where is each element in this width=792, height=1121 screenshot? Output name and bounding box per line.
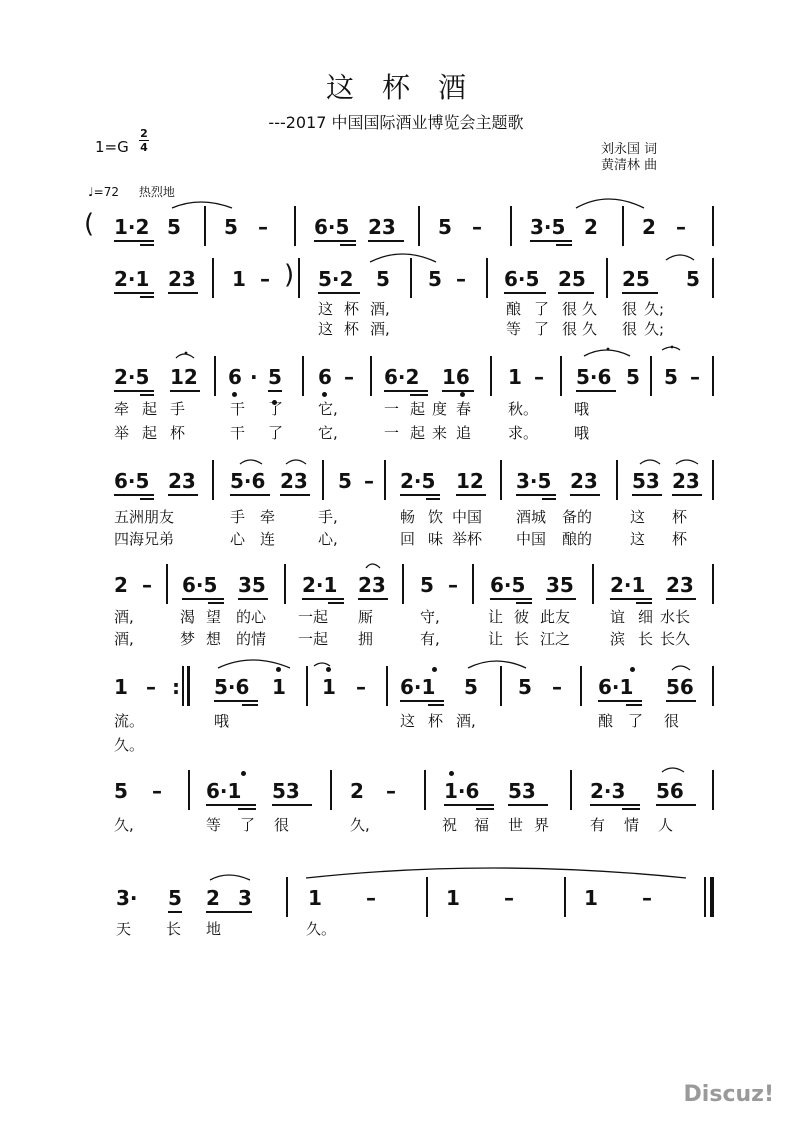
note: 1 <box>322 675 336 699</box>
note: – <box>364 469 374 493</box>
note: 6·5 <box>314 215 350 239</box>
lyric: 秋。 <box>508 400 539 418</box>
note: 2·1 <box>610 573 646 597</box>
lyric: 中国 <box>452 508 483 526</box>
lyric: 干 <box>230 400 246 418</box>
note: 23 <box>280 469 308 493</box>
lyric: 春 <box>456 400 472 418</box>
lyric: 梦 <box>180 630 196 648</box>
time-signature-top: 2 <box>140 127 148 140</box>
note: ( <box>84 209 95 239</box>
lyric: 一 <box>384 424 400 442</box>
note: 23 <box>168 267 196 291</box>
note: 5 <box>428 267 442 291</box>
note: – <box>448 573 458 597</box>
lyric: 哦 <box>574 424 590 442</box>
note: – <box>456 267 466 291</box>
note: – <box>504 886 514 910</box>
lyric: 久 <box>582 300 598 318</box>
lyric: 久, <box>350 816 370 834</box>
note: 53 <box>508 779 536 803</box>
lyric: 了 <box>628 712 644 730</box>
note: – <box>676 215 686 239</box>
note: 3· <box>116 886 138 910</box>
time-signature-bottom: 4 <box>140 141 148 154</box>
composer-credit: 黄清林 曲 <box>601 158 658 173</box>
time-signature <box>139 128 149 153</box>
note: 5 <box>167 215 181 239</box>
note: 5 <box>338 469 352 493</box>
lyric: 长久 <box>660 630 691 648</box>
repeat-sign: : <box>172 675 180 699</box>
note: 1 <box>308 886 322 910</box>
lyric: 起 <box>410 400 426 418</box>
note: 25 <box>622 267 650 291</box>
lyric: 望 <box>206 608 222 626</box>
note: 6·5 <box>490 573 526 597</box>
note: 5 <box>224 215 238 239</box>
note: 5 <box>518 675 532 699</box>
lyric: 世 <box>508 816 524 834</box>
lyric: 情 <box>624 816 640 834</box>
note: 16 <box>442 365 470 389</box>
lyric: 拥 <box>358 630 374 648</box>
lyric: 心 <box>230 530 246 548</box>
lyric: 了 <box>240 816 256 834</box>
lyric: 细 <box>638 608 654 626</box>
lyric: 干 <box>230 424 246 442</box>
note: – <box>472 215 482 239</box>
lyric: 度 <box>432 400 448 418</box>
note: – <box>534 365 544 389</box>
note: 1·6 <box>444 779 480 803</box>
note: – <box>552 675 562 699</box>
tempo-value: ♩=72 <box>88 185 119 199</box>
lyric: 长 <box>514 630 530 648</box>
note: 6·1 <box>206 779 242 803</box>
lyric: 它, <box>318 400 338 418</box>
note: 35 <box>238 573 266 597</box>
lyric: 杯 <box>672 530 688 548</box>
lyric: 来 <box>432 424 448 442</box>
lyric: 很 <box>622 300 638 318</box>
lyric: 的情 <box>236 630 267 648</box>
note: 1 <box>584 886 598 910</box>
lyric: 起 <box>410 424 426 442</box>
note: 5·2 <box>318 267 354 291</box>
lyric: 江之 <box>540 630 571 648</box>
note: – <box>366 886 376 910</box>
lyric: 酒, <box>114 608 134 626</box>
lyric: 这 <box>630 530 646 548</box>
lyric: 很 <box>562 300 578 318</box>
lyric: 这 <box>400 712 416 730</box>
lyric: 厮 <box>358 608 374 626</box>
lyric: 了 <box>268 400 284 418</box>
note: 1 <box>272 675 286 699</box>
lyric: 追 <box>456 424 472 442</box>
note: – <box>146 675 156 699</box>
note: 3 <box>238 886 252 910</box>
lyric: 渴 <box>180 608 196 626</box>
lyric: 它, <box>318 424 338 442</box>
note: 5 <box>438 215 452 239</box>
note: 23 <box>358 573 386 597</box>
lyric: 很 <box>664 712 680 730</box>
note: 5 <box>464 675 478 699</box>
note: 25 <box>558 267 586 291</box>
note: – <box>260 267 270 291</box>
lyric: 一 <box>384 400 400 418</box>
lyric: 畅 <box>400 508 416 526</box>
lyric: 此友 <box>540 608 571 626</box>
lyric: 手, <box>318 508 338 526</box>
note: 2 <box>206 886 220 910</box>
lyric: 味 <box>428 530 444 548</box>
lyric: 酒, <box>370 320 390 338</box>
lyric: 哦 <box>214 712 230 730</box>
lyric: 祝 <box>442 816 458 834</box>
lyric: 人 <box>658 816 674 834</box>
note: 56 <box>666 675 694 699</box>
note: 23 <box>570 469 598 493</box>
lyric: 很 <box>562 320 578 338</box>
note: – <box>344 365 354 389</box>
lyric: 五洲朋友 <box>114 508 175 526</box>
lyric: 牵 <box>114 400 130 418</box>
lyric: 谊 <box>610 608 626 626</box>
lyric: 有, <box>420 630 440 648</box>
watermark-logo: Discuz! <box>683 1082 774 1107</box>
note: – <box>142 573 152 597</box>
note: 12 <box>456 469 484 493</box>
lyric: 了 <box>268 424 284 442</box>
lyric: 心, <box>318 530 338 548</box>
lyric: 一起 <box>298 608 329 626</box>
note: 23 <box>672 469 700 493</box>
note: 1 <box>114 675 128 699</box>
lyric: 让 <box>488 608 504 626</box>
tempo-marking <box>88 183 175 200</box>
expression-marking: 热烈地 <box>138 185 175 199</box>
note: 1 <box>446 886 460 910</box>
note: 5·6 <box>230 469 266 493</box>
note: 2 <box>584 215 598 239</box>
note: 35 <box>546 573 574 597</box>
song-subtitle: ---2017 中国国际酒业博览会主题歌 <box>268 113 524 132</box>
song-title: 这 杯 酒 <box>325 71 466 104</box>
note: 5 <box>376 267 390 291</box>
lyric: 酿的 <box>562 530 593 548</box>
lyric: 酒, <box>370 300 390 318</box>
lyric: 饮 <box>428 508 444 526</box>
note: – <box>152 779 162 803</box>
lyric: 这 <box>318 300 334 318</box>
lyric: 福 <box>474 816 490 834</box>
lyric: 哦 <box>574 400 590 418</box>
note: 23 <box>368 215 396 239</box>
note: 5 <box>664 365 678 389</box>
note: 53 <box>632 469 660 493</box>
note: 5 <box>114 779 128 803</box>
note: 53 <box>272 779 300 803</box>
lyric: 长 <box>166 920 182 938</box>
note: 12 <box>170 365 198 389</box>
lyric: 酒城 <box>516 508 547 526</box>
lyric: 长 <box>638 630 654 648</box>
lyric: 这 <box>318 320 334 338</box>
note: 3·5 <box>516 469 552 493</box>
note: 1 <box>232 267 246 291</box>
lyric: 起 <box>142 424 158 442</box>
lyric: 久。 <box>114 736 145 754</box>
note: 2 <box>114 573 128 597</box>
note: – <box>258 215 268 239</box>
lyric: 了 <box>534 300 550 318</box>
lyric: 守, <box>420 608 440 626</box>
note: 1·2 <box>114 215 150 239</box>
lyric: 很 <box>274 816 290 834</box>
note: 2 <box>642 215 656 239</box>
note: 6·5 <box>114 469 150 493</box>
lyric: 彼 <box>514 608 530 626</box>
lyric: 手 <box>230 508 246 526</box>
key-signature: 1=G <box>95 138 129 156</box>
note: ) <box>284 260 295 290</box>
note: 5 <box>686 267 700 291</box>
note: 1 <box>508 365 522 389</box>
lyric: 一起 <box>298 630 329 648</box>
note: · <box>250 365 258 389</box>
lyric: 流。 <box>114 712 145 730</box>
lyricist-credit: 刘永国 词 <box>601 142 658 157</box>
lyric: 久。 <box>306 920 337 938</box>
lyric: 久, <box>114 816 134 834</box>
lyric: 等 <box>506 320 522 338</box>
lyric: 举杯 <box>452 530 483 548</box>
note: 23 <box>666 573 694 597</box>
note: 6·1 <box>598 675 634 699</box>
lyric: 杯 <box>344 300 360 318</box>
note: 3·5 <box>530 215 566 239</box>
lyric: 酒, <box>114 630 134 648</box>
note: 5·6 <box>214 675 250 699</box>
note: 2·5 <box>400 469 436 493</box>
note: 2·1 <box>114 267 150 291</box>
lyric: 中国 <box>516 530 547 548</box>
note: 2·3 <box>590 779 626 803</box>
note: 2·1 <box>302 573 338 597</box>
lyric: 界 <box>534 816 550 834</box>
note: 2 <box>350 779 364 803</box>
lyric: 天 <box>116 920 132 938</box>
lyric: 很 <box>622 320 638 338</box>
lyric: 久; <box>644 300 665 318</box>
lyric: 举 <box>114 424 130 442</box>
note: – <box>356 675 366 699</box>
note: 5 <box>626 365 640 389</box>
lyric: 杯 <box>344 320 360 338</box>
lyric: 手 <box>170 400 186 418</box>
note: 56 <box>656 779 684 803</box>
lyric: 杯 <box>428 712 444 730</box>
lyric: 久 <box>582 320 598 338</box>
note: 6·2 <box>384 365 420 389</box>
note: 6 <box>318 365 332 389</box>
lyric: 久; <box>644 320 665 338</box>
lyric: 让 <box>488 630 504 648</box>
note: 23 <box>168 469 196 493</box>
lyric: 四海兄弟 <box>114 530 175 548</box>
lyric: 想 <box>206 630 222 648</box>
note: 5·6 <box>576 365 612 389</box>
note: – <box>386 779 396 803</box>
lyric: 酿 <box>598 712 614 730</box>
lyric: 酒, <box>456 712 476 730</box>
lyric: 的心 <box>236 608 267 626</box>
note: 6 <box>228 365 242 389</box>
lyric: 连 <box>260 530 276 548</box>
lyric: 起 <box>142 400 158 418</box>
note: 5 <box>168 886 182 910</box>
note: – <box>690 365 700 389</box>
lyric: 滨 <box>610 630 626 648</box>
lyric: 杯 <box>672 508 688 526</box>
note: 5 <box>268 365 282 389</box>
lyric: 牵 <box>260 508 276 526</box>
note: 6·5 <box>182 573 218 597</box>
lyric: 备的 <box>562 508 593 526</box>
note: 6·1 <box>400 675 436 699</box>
note: 5 <box>420 573 434 597</box>
lyric: 这 <box>630 508 646 526</box>
note: 2·5 <box>114 365 150 389</box>
note: – <box>642 886 652 910</box>
lyric: 回 <box>400 530 416 548</box>
lyric: 水长 <box>660 608 691 626</box>
lyric: 地 <box>206 920 222 938</box>
lyric: 等 <box>206 816 222 834</box>
lyric: 求。 <box>508 424 539 442</box>
lyric: 杯 <box>170 424 186 442</box>
lyric: 有 <box>590 816 606 834</box>
lyric: 了 <box>534 320 550 338</box>
lyric: 酿 <box>506 300 522 318</box>
note: 6·5 <box>504 267 540 291</box>
